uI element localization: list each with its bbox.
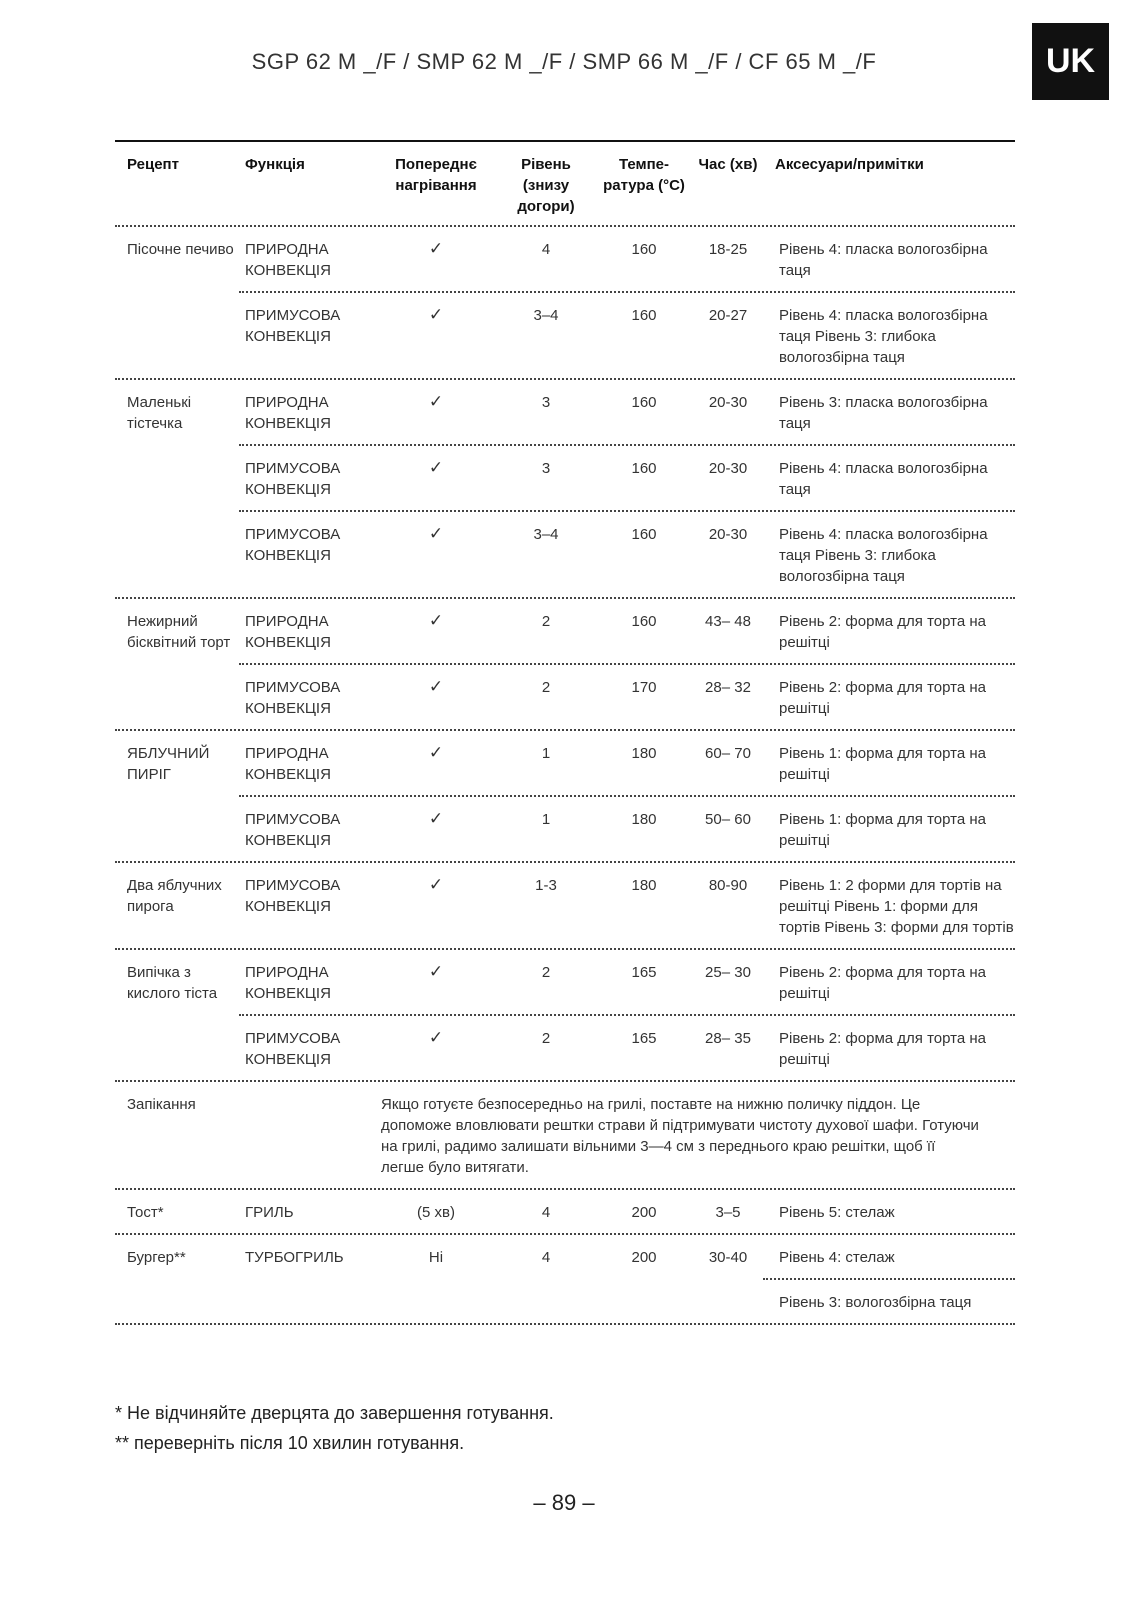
checkmark-icon: ✓	[428, 392, 444, 411]
function-cell: ПРИРОДНА КОНВЕКЦІЯ	[245, 613, 331, 651]
function-cell: ГРИЛЬ	[245, 1204, 294, 1221]
function-cell: ПРИМУСОВА КОНВЕКЦІЯ	[245, 307, 341, 345]
temperature-cell: 165	[631, 1030, 657, 1047]
temperature-cell: 160	[631, 526, 657, 543]
temperature-cell: 180	[631, 877, 657, 894]
accessories-cell: Рівень 2: форма для торта на решітці	[779, 964, 986, 1002]
time-cell: 43– 48	[705, 613, 751, 630]
table-row	[239, 731, 1015, 795]
level-cell: 3–4	[533, 526, 559, 543]
function-cell: ПРИМУСОВА КОНВЕКЦІЯ	[245, 811, 341, 849]
level-cell: 4	[541, 1204, 551, 1221]
footnote-2: ** переверніть після 10 хвилин готування.	[115, 1433, 465, 1453]
function-cell: ПРИМУСОВА КОНВЕКЦІЯ	[245, 1030, 341, 1068]
time-cell: 28– 32	[705, 679, 751, 696]
checkmark-icon: ✓	[428, 677, 444, 696]
level-cell: 3	[541, 460, 551, 477]
table-row	[239, 444, 1015, 510]
header-accessories: Аксесуари/примітки	[775, 156, 924, 173]
level-cell: 2	[541, 1030, 551, 1047]
temperature-cell: 170	[631, 679, 657, 696]
accessories-cell: Рівень 2: форма для торта на решітці	[779, 613, 986, 651]
accessories-cell: Рівень 2: форма для торта на решітці	[779, 1030, 986, 1068]
toast-section	[115, 1190, 1015, 1233]
recipe-name: Нежирний бісквітний торт	[127, 613, 231, 651]
table-row	[239, 227, 1015, 291]
recipe-section	[115, 380, 1015, 597]
time-cell: 20-30	[708, 526, 748, 543]
table-row	[239, 599, 1015, 663]
level-cell: 1-3	[535, 877, 557, 894]
grill-note-text: Якщо готуєте безпосередньо на грилі, поставте на нижню поличку піддон. Це допоможе вловлювати рештки страви й підтримувати чистоту духової шафи. Готуючи на грилі, радимо залишати вільними 3—4 см з переднього краю решітки, щоб її легше було витягати.	[381, 1096, 979, 1176]
cooking-table	[115, 140, 1015, 1325]
header-preheat: Попереднє нагрівання	[395, 156, 477, 194]
time-cell: 20-30	[708, 460, 748, 477]
recipe-name: Пісочне печиво	[127, 241, 234, 258]
accessory-line: Рівень 3: вологозбірна таця	[763, 1278, 1015, 1313]
accessories-cell: Рівень 4: пласка вологозбірна таця	[779, 241, 988, 279]
temperature-cell: 165	[631, 964, 657, 981]
checkmark-icon: ✓	[428, 458, 444, 477]
recipe-section	[115, 227, 1015, 378]
time-cell: 30-40	[708, 1249, 748, 1266]
table-row	[239, 1190, 1015, 1233]
level-cell: 4	[541, 1249, 551, 1266]
accessories-cell: Рівень 5: стелаж	[779, 1204, 895, 1221]
recipe-name: Запікання	[127, 1096, 196, 1113]
time-cell: 80-90	[708, 877, 748, 894]
table-row	[239, 950, 1015, 1014]
checkmark-icon: ✓	[428, 305, 444, 324]
temperature-cell: 160	[631, 394, 657, 411]
accessories-cell: Рівень 3: пласка вологозбірна таця	[779, 394, 988, 432]
temperature-cell: 160	[631, 613, 657, 630]
checkmark-icon: ✓	[428, 239, 444, 258]
header-time: Час (хв)	[698, 156, 758, 173]
temperature-cell: 200	[631, 1249, 657, 1266]
grill-note-section	[115, 1082, 1015, 1188]
function-cell: ПРИРОДНА КОНВЕКЦІЯ	[245, 745, 331, 783]
level-cell: 2	[541, 679, 551, 696]
checkmark-icon: ✓	[428, 524, 444, 543]
table-row	[239, 1014, 1015, 1080]
preheat-cell: (5 хв)	[417, 1204, 455, 1221]
time-cell: 3–5	[715, 1204, 741, 1221]
time-cell: 60– 70	[705, 745, 751, 762]
language-badge: UK	[1032, 23, 1109, 100]
function-cell: ПРИМУСОВА КОНВЕКЦІЯ	[245, 526, 341, 564]
function-cell: ПРИМУСОВА КОНВЕКЦІЯ	[245, 679, 341, 717]
recipe-section	[115, 731, 1015, 861]
header-temperature: Темпе- ратура (°C)	[603, 156, 685, 194]
accessories-cell: Рівень 4: пласка вологозбірна таця Рівень 3: глибока вологозбірна таця	[779, 526, 988, 585]
page-number: – 89 –	[533, 1490, 595, 1515]
temperature-cell: 160	[631, 307, 657, 324]
table-header	[115, 140, 1015, 225]
table-row	[239, 663, 1015, 729]
time-cell: 18-25	[708, 241, 748, 258]
recipe-name: Тост*	[127, 1204, 164, 1221]
accessories-cell: Рівень 4: пласка вологозбірна таця	[779, 460, 988, 498]
time-cell: 20-27	[708, 307, 748, 324]
accessories-cell: Рівень 4: пласка вологозбірна таця Рівень 3: глибока вологозбірна таця	[779, 307, 988, 366]
level-cell: 3–4	[533, 307, 559, 324]
level-cell: 3	[541, 394, 551, 411]
temperature-cell: 200	[631, 1204, 657, 1221]
checkmark-icon: ✓	[428, 743, 444, 762]
accessory-line: Рівень 4: стелаж	[779, 1249, 895, 1266]
recipe-name: Випічка з кислого тіста	[127, 964, 218, 1002]
temperature-cell: 160	[631, 241, 657, 258]
checkmark-icon: ✓	[428, 875, 444, 894]
function-cell: ПРИМУСОВА КОНВЕКЦІЯ	[245, 877, 341, 915]
function-cell: ПРИМУСОВА КОНВЕКЦІЯ	[245, 460, 341, 498]
time-cell: 25– 30	[705, 964, 751, 981]
function-cell: ПРИРОДНА КОНВЕКЦІЯ	[245, 964, 331, 1002]
level-cell: 2	[541, 964, 551, 981]
function-cell: ТУРБОГРИЛЬ	[245, 1249, 344, 1266]
recipe-name: Бургер**	[127, 1249, 186, 1266]
header-function: Функція	[245, 156, 305, 173]
accessories-cell: Рівень 1: форма для торта на решітці	[779, 811, 986, 849]
recipe-name: Два яблучних пирога	[127, 877, 222, 915]
level-cell: 2	[541, 613, 551, 630]
recipe-name: Маленькі тістечка	[127, 394, 192, 432]
page-title: SGP 62 M _/F / SMP 62 M _/F / SMP 66 M _/F / CF 65 M _/F	[251, 49, 877, 74]
preheat-cell: Ні	[428, 1249, 444, 1266]
table-row	[239, 510, 1015, 597]
checkmark-icon: ✓	[428, 809, 444, 828]
burger-section	[115, 1235, 1015, 1323]
time-cell: 28– 35	[705, 1030, 751, 1047]
table-row	[239, 1235, 1015, 1323]
accessories-cell	[763, 1247, 1015, 1313]
checkmark-icon: ✓	[428, 962, 444, 981]
time-cell: 20-30	[708, 394, 748, 411]
header-recipe: Рецепт	[127, 156, 179, 173]
checkmark-icon: ✓	[428, 1028, 444, 1047]
table-row	[239, 291, 1015, 378]
table-row	[239, 795, 1015, 861]
recipe-section	[115, 950, 1015, 1080]
checkmark-icon: ✓	[428, 611, 444, 630]
recipe-section	[115, 863, 1015, 948]
function-cell: ПРИРОДНА КОНВЕКЦІЯ	[245, 241, 331, 279]
temperature-cell: 180	[631, 811, 657, 828]
accessories-cell: Рівень 1: форма для торта на решітці	[779, 745, 986, 783]
time-cell: 50– 60	[705, 811, 751, 828]
temperature-cell: 160	[631, 460, 657, 477]
recipe-name: ЯБЛУЧНИЙ ПИРІГ	[127, 745, 210, 783]
table-row	[239, 863, 1015, 948]
temperature-cell: 180	[631, 745, 657, 762]
accessories-cell: Рівень 2: форма для торта на решітці	[779, 679, 986, 717]
header-level: Рівень (знизу догори)	[517, 156, 575, 215]
level-cell: 1	[541, 811, 551, 828]
level-cell: 4	[541, 241, 551, 258]
level-cell: 1	[541, 745, 551, 762]
footnote-1: * Не відчиняйте дверцята до завершення готування.	[115, 1403, 554, 1423]
function-cell: ПРИРОДНА КОНВЕКЦІЯ	[245, 394, 331, 432]
accessories-cell: Рівень 1: 2 форми для тортів на решітці Рівень 1: форми для тортів Рівень 3: форми для тортів	[779, 877, 1014, 936]
table-row	[239, 380, 1015, 444]
recipe-section	[115, 599, 1015, 729]
